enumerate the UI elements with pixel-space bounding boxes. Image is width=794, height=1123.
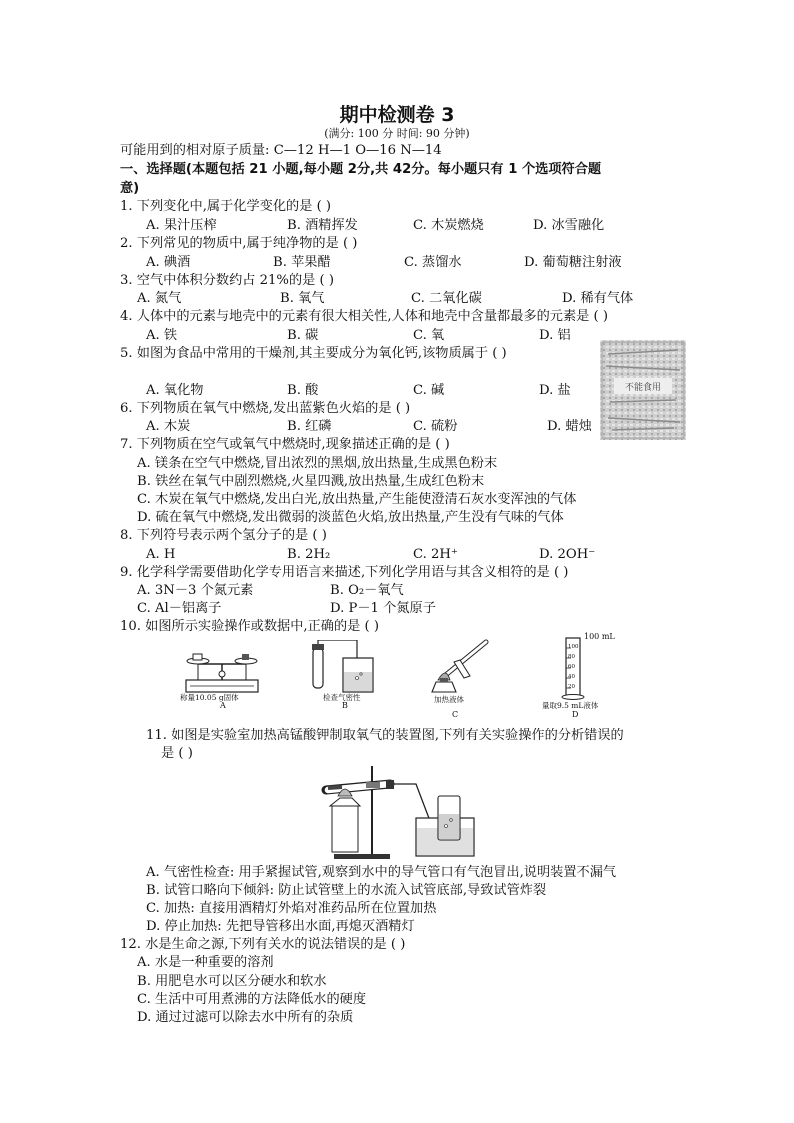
- figure-d-caption: 量取9.5 mL液体: [542, 701, 599, 710]
- cylinder-tick: 80: [568, 654, 575, 660]
- q2-option-c: C. 蒸馏水: [404, 255, 462, 270]
- question-10-stem: 10. 如图所示实验操作或数据中,正确的是 ( ): [120, 619, 380, 634]
- q6-option-b: B. 红磷: [287, 419, 332, 434]
- question-1-stem: 1. 下列变化中,属于化学变化的是 ( ): [120, 199, 332, 214]
- q9-option-c: C. Al－铝离子: [137, 601, 222, 616]
- q3-option-c: C. 二氧化碳: [411, 291, 482, 306]
- figure-c-caption: 加热液体: [434, 695, 464, 704]
- figure-c-letter: C: [452, 710, 459, 719]
- q1-option-d: D. 冰雪融化: [533, 218, 605, 233]
- question-11-stem-line1: 11. 如图是实验室加热高锰酸钾制取氧气的装置图,下列有关实验操作的分析错误的: [146, 728, 624, 743]
- figure-a-caption: 称量10.05 g固体: [180, 693, 239, 702]
- question-2-stem: 2. 下列常见的物质中,属于纯净物的是 ( ): [120, 236, 358, 251]
- q7-option-d: D. 硫在氧气中燃烧,发出微弱的淡蓝色火焰,放出热量,产生没有气味的气体: [137, 510, 564, 525]
- q11-option-b: B. 试管口略向下倾斜: 防止试管壁上的水流入试管底部,导致试管炸裂: [146, 883, 547, 898]
- q12-option-a: A. 水是一种重要的溶剂: [137, 955, 274, 970]
- q8-option-a: A. H: [146, 547, 176, 562]
- section-heading-line2: 意): [120, 181, 140, 196]
- q3-option-d: D. 稀有气体: [562, 291, 634, 306]
- q7-option-a: A. 镁条在空气中燃烧,冒出浓烈的黑烟,放出热量,生成黑色粉末: [137, 456, 498, 471]
- figure-b-letter: B: [342, 701, 348, 710]
- q5-option-d: D. 盐: [539, 383, 571, 398]
- q6-option-c: C. 硫粉: [413, 419, 458, 434]
- q9-option-a: A. 3N－3 个氮元素: [137, 583, 254, 598]
- cylinder-tick: 40: [568, 674, 575, 680]
- question-5-stem: 5. 如图为食品中常用的干燥剂,其主要成分为氧化钙,该物质属于 ( ): [120, 346, 507, 361]
- q9-option-b: B. O₂－氧气: [330, 583, 404, 598]
- q9-option-d: D. P－1 个氮原子: [330, 601, 436, 616]
- q4-option-b: B. 碳: [287, 328, 319, 343]
- q6-option-a: A. 木炭: [146, 419, 191, 434]
- q11-option-a: A. 气密性检查: 用手紧握试管,观察到水中的导气管口有气泡冒出,说明装置不漏气: [146, 865, 617, 880]
- desiccant-label: 不能食用: [624, 383, 662, 393]
- cylinder-tick: 60: [568, 664, 575, 670]
- q2-option-d: D. 葡萄糖注射液: [524, 255, 622, 270]
- q5-option-c: C. 碱: [413, 383, 445, 398]
- page-title: 期中检测卷 3: [339, 104, 455, 126]
- figure-d-letter: D: [572, 710, 579, 719]
- q6-option-d: D. 蜡烛: [547, 419, 592, 434]
- atomic-masses: 可能用到的相对原子质量: C—12 H—1 O—16 N—14: [120, 143, 442, 158]
- q12-option-d: D. 通过过滤可以除去水中所有的杂质: [137, 1010, 354, 1025]
- q8-option-c: C. 2H⁺: [413, 547, 458, 562]
- figure-a-letter: A: [220, 701, 226, 710]
- desiccant-packet-image: [600, 340, 686, 440]
- q12-option-c: C. 生活中可用煮沸的方法降低水的硬度: [137, 992, 367, 1007]
- q7-option-b: B. 铁丝在氧气中剧烈燃烧,火星四溅,放出热量,生成红色粉末: [137, 474, 485, 489]
- cylinder-capacity-label: 100 mL: [584, 632, 615, 641]
- question-3-stem: 3. 空气中体积分数约占 21%的是 ( ): [120, 273, 335, 288]
- q3-option-a: A. 氮气: [137, 291, 182, 306]
- section-heading-line1: 一、选择题(本题包括 21 小题,每小题 2分,共 42分。每小题只有 1 个选项符合题: [120, 162, 602, 177]
- q2-option-b: B. 苹果醋: [273, 255, 331, 270]
- q5-option-b: B. 酸: [287, 383, 319, 398]
- question-9-stem: 9. 化学科学需要借助化学专用语言来描述,下列化学用语与其含义相符的是 ( ): [120, 565, 569, 580]
- q8-option-d: D. 2OH⁻: [539, 547, 596, 562]
- exam-info: (满分: 100 分 时间: 90 分钟): [324, 127, 470, 140]
- q5-option-a: A. 氧化物: [146, 383, 204, 398]
- airtightness-check-figure: [305, 640, 385, 700]
- q1-option-b: B. 酒精挥发: [287, 218, 358, 233]
- figure-b-caption: 检查气密性: [323, 693, 361, 702]
- q4-option-c: C. 氧: [413, 328, 445, 343]
- q3-option-b: B. 氧气: [280, 291, 325, 306]
- oxygen-preparation-apparatus-figure: [320, 762, 480, 862]
- heating-liquid-figure: [420, 636, 500, 704]
- q4-option-a: A. 铁: [146, 328, 178, 343]
- graduated-cylinder-figure: [540, 632, 615, 710]
- balance-weighing-figure: [180, 640, 265, 700]
- cylinder-tick: 20: [568, 684, 575, 690]
- q2-option-a: A. 碘酒: [146, 255, 191, 270]
- question-7-stem: 7. 下列物质在空气或氧气中燃烧时,现象描述正确的是 ( ): [120, 437, 450, 452]
- question-4-stem: 4. 人体中的元素与地壳中的元素有很大相关性,人体和地壳中含量都最多的元素是 ( ): [120, 309, 609, 324]
- q7-option-c: C. 木炭在氧气中燃烧,发出白光,放出热量,产生能使澄清石灰水变浑浊的气体: [137, 492, 577, 507]
- q8-option-b: B. 2H₂: [287, 547, 331, 562]
- q11-option-c: C. 加热: 直接用酒精灯外焰对准药品所在位置加热: [146, 901, 437, 916]
- q1-option-a: A. 果汁压榨: [146, 218, 217, 233]
- q12-option-b: B. 用肥皂水可以区分硬水和软水: [137, 974, 327, 989]
- q4-option-d: D. 铝: [539, 328, 571, 343]
- question-6-stem: 6. 下列物质在氧气中燃烧,发出蓝紫色火焰的是 ( ): [120, 401, 411, 416]
- q1-option-c: C. 木炭燃烧: [413, 218, 484, 233]
- q11-option-d: D. 停止加热: 先把导管移出水面,再熄灭酒精灯: [146, 919, 415, 934]
- question-12-stem: 12. 水是生命之源,下列有关水的说法错误的是 ( ): [120, 937, 406, 952]
- question-8-stem: 8. 下列符号表示两个氢分子的是 ( ): [120, 528, 327, 543]
- cylinder-tick: 100: [568, 644, 579, 650]
- question-11-stem-line2: 是 ( ): [161, 746, 193, 761]
